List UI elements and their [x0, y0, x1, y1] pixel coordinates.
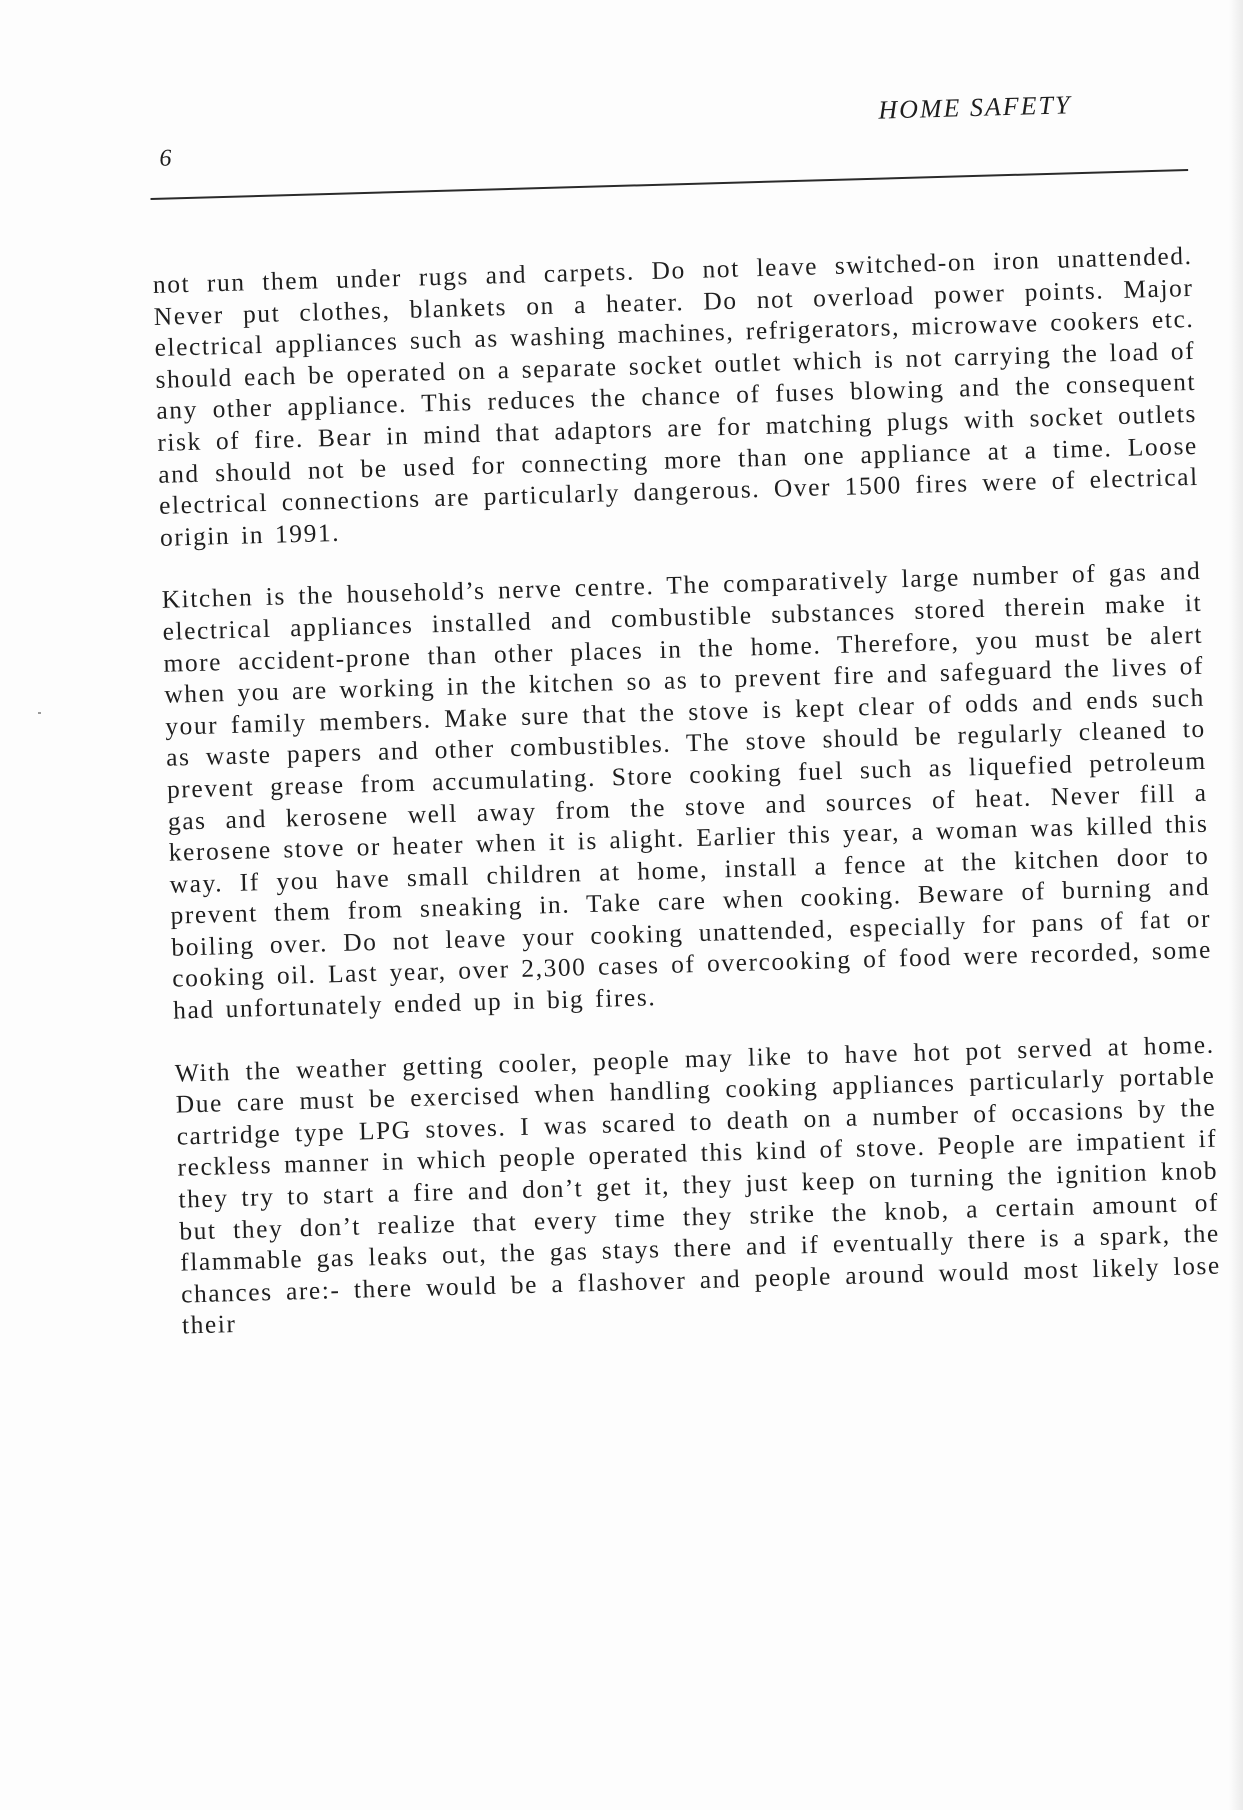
- page-number: 6: [159, 145, 172, 172]
- paragraph-kitchen: Kitchen is the household’s nerve centre. The comparatively large number of gas and electrical appliances installed and combustible substances stored therein make it more accident-prone than other places in the home. Therefore, you must be alert when you are working in the kitchen so as to prevent fire and safeguard the lives of your family members. Make sure that the stove is kept clear of odds and ends such as waste papers and other combustibles. The stove should be regularly cleaned to prevent grease from accumulating. Store cooking fuel such as liquefied petroleum gas and kerosene well away from the stove and sources of heat. Never fill a kerosene stove or heater when it is alight. Earlier this year, a woman was killed this way. If you have small children at home, install a fence at the kitchen door to prevent them from sneaking in. Take care when cooking. Beware of burning and boiling over. Do not leave your cooking unattended, especially for pans of fat or cooking oil. Last year, over 2,300 cases of overcooking of food were recorded, some had unfortunately ended up in big fires.: [161, 557, 1213, 1025]
- header-rule: [151, 169, 1189, 200]
- body-text: [153, 241, 1223, 1374]
- paragraph-electrical: not run them under rugs and carpets. Do not leave switched-on iron unattended. Never put clothes, blankets on a heater. Do not overload power points. Major electrical appliances such as washing machines, refrigerators, microwave cookers etc. should each be operated on a separate socket outlet which is not carrying the load of any other appliance. This reduces the chance of fuses blowing and the consequent risk of fire. Bear in mind that adaptors are for matching plugs with socket outlets and should not be used for connecting more than one appliance at a time. Loose electrical connections are particularly dangerous. Over 1500 fires were of electrical origin in 1991.: [152, 241, 1200, 552]
- paragraph-hot-pot: With the weather getting cooler, people may like to have hot pot served at home. Due care must be exercised when handling cooking appliances particularly portable cartridge type LPG stoves. I was scared to death on a number of occasions by the reckless manner in which people operated this kind of stove. People are impatient if they try to start a fire and don’t get it, they just keep on turning the ignition knob but they don’t realize that every time they strike the knob, a certain amount of flammable gas leaks out, the gas stays there and if eventually there is a spark, the chances are:- there would be a flashover and people around would most likely lose their: [174, 1030, 1222, 1340]
- running-head: HOME SAFETY: [877, 90, 1072, 125]
